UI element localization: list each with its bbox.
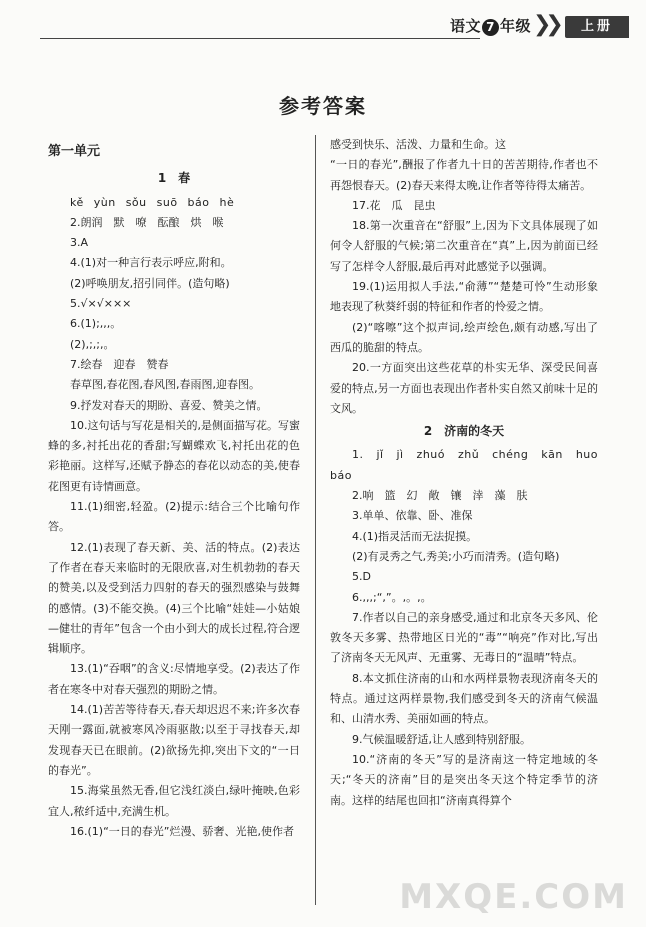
answer-continuation: “一日的春光”,酬报了作者九十日的苦苦期待,作者也不再怨恨春天。(2)春天来得太晚,让作者等待得太痛苦。 [330,158,598,192]
answer-line: 6.(1);,,,。 [70,317,122,331]
answer-line: 6.,,,;“,”。,。,。 [352,590,432,604]
subject-label: 语文 [450,17,482,35]
answer-paragraph: 14.(1)苦苦等待春天,春天却迟迟不来;许多次春天刚一露面,就被寒风冷雨驱散;以至于寻找春天,却发现春天已在眼前。(2)欲扬先抑,突出下文的“一日的春光”。 [48,703,300,777]
answer-paragraph: 7.作者以自己的亲身感受,通过和北京冬天多风、伦敦冬天多雾、热带地区日光的“毒”“响亮”作对比,写出了济南冬天无风声、无重雾、无毒日的“温晴”特点。 [330,610,598,665]
answer-line: 17.花 瓜 昆虫 [352,198,436,212]
answer-line: 5.D [352,570,371,584]
answer-pinyin: kě yùn sǒu suō báo hè [70,195,235,209]
right-column-body [330,135,598,811]
answer-paragraph: 19.(1)运用拟人手法,“俞薄”“楚楚可怜”生动形象地表现了秋葵纤弱的特征和作者的怜爱之情。 [330,280,598,314]
answer-line: 5.√×√××× [70,297,132,311]
header-rule [40,38,480,39]
answer-pinyin: 1. jǐ jì zhuó zhǔ chéng kān huo báo [330,448,598,482]
right-column [330,135,598,811]
answer-paragraph: 15.海棠虽然无香,但它浅红淡白,绿叶掩映,色彩宜人,秾纤适中,充满生机。 [48,784,300,818]
grade-suffix: 年级 [500,17,532,35]
answer-paragraph: (2)“喀嚓”这个拟声词,绘声绘色,颇有动感,写出了西瓜的脆甜的特点。 [330,320,598,354]
answer-line: 3.A [70,236,89,250]
answer-paragraph: 20.一方面突出这些花草的朴实无华、深受民间喜爱的特点,另一方面也表现出作者朴实自然又前味十足的文风。 [330,361,598,415]
answer-paragraph: 9.气候温暖舒适,让人感到特别舒服。 [352,732,531,746]
answer-paragraph: 12.(1)表现了春天新、美、活的特点。(2)表达了作者在春天来临时的无限欣喜,对生机勃勃的春天的赞美,以及受到活力四射的春天的强烈感染与鼓舞的感情。(3)不能交换。(4)三个比喻“娃娃—小姑娘—健壮的青年”包含一个由小到大的成长过程,符合逻辑顺序。 [48,540,300,656]
answer-paragraph: 10.这句话与写花是相关的,是侧面描写花。写蜜蜂的多,衬托出花的香甜;写蝴蝶欢飞,衬托出花的色彩艳丽。这样写,还赋予静态的春花以动态的美,使春花图更有诗情画意。 [48,418,300,493]
volume-tab: 上册 [565,16,629,38]
watermark: MXQE.COM [399,877,628,917]
answer-line: 7.绘春 迎春 赞春 [70,357,169,371]
answer-paragraph: 11.(1)细密,轻盈。(2)提示:结合三个比喻句作答。 [48,500,300,534]
grade-number-badge: 7 [482,19,499,36]
answer-paragraph: 18.第一次重音在“舒服”上,因为下文具体展现了如何令人舒服的气候;第二次重音在“真”上,因为前面已经写了怎样令人舒服,最后再对此感觉予以强调。 [330,219,598,273]
page-title: 参考答案 [279,94,367,118]
answer-line: 2.朗润 默 嘹 酝酿 烘 喉 [70,215,224,229]
answer-line: 4.(1)对一种言行表示呼应,附和。 [70,256,232,270]
answer-paragraph: 8.本文抓住济南的山和水两样景物表现济南冬天的特点。通过这两样景物,我们感受到冬天的济南气候温和、山清水秀、美丽如画的特点。 [330,671,598,726]
answer-paragraph: 13.(1)“吞咽”的含义:尽情地享受。(2)表达了作者在寒冬中对春天强烈的期盼之情。 [48,662,300,696]
left-column [48,140,300,842]
answer-line: 9.抒发对春天的期盼、喜爱、赞美之情。 [70,398,268,412]
double-chevron-icon: ❯❯ [533,12,558,37]
answer-line: 3.单单、依靠、卧、准保 [352,509,473,523]
answer-paragraph: 16.(1)“一日的春光”烂漫、骄奢、光艳,使作者 [70,824,294,838]
answer-paragraph: 10.“济南的冬天”写的是济南这一特定地域的冬天;“冬天的济南”目的是突出冬天这个特定季节的济南。这样的结尾也回扣“济南真得算个 [330,752,598,807]
header-subject [450,15,531,36]
page-header [0,0,646,52]
answer-line: 2.响 篮 幻 敞 镶 涬 藻 肤 [352,489,528,503]
answer-line: 春草图,春花图,春风图,春雨图,迎春图。 [70,378,260,392]
left-column-body [48,168,300,842]
lesson-title: 1 春 [157,171,191,186]
answer-line: (2)有灵秀之气,秀美;小巧而清秀。(造句略) [352,549,560,563]
answer-line: (2),;,;,。 [70,337,115,351]
lesson-title: 2 济南的冬天 [423,424,505,439]
answer-continuation: 感受到快乐、活泼、力量和生命。这 [330,138,506,151]
answer-line: 4.(1)指灵活而无法捉摸。 [352,529,478,543]
answer-line: (2)呼唤朋友,招引同伴。(造句略) [70,276,230,290]
column-divider [315,135,316,905]
unit-title: 第一单元 [48,144,101,159]
